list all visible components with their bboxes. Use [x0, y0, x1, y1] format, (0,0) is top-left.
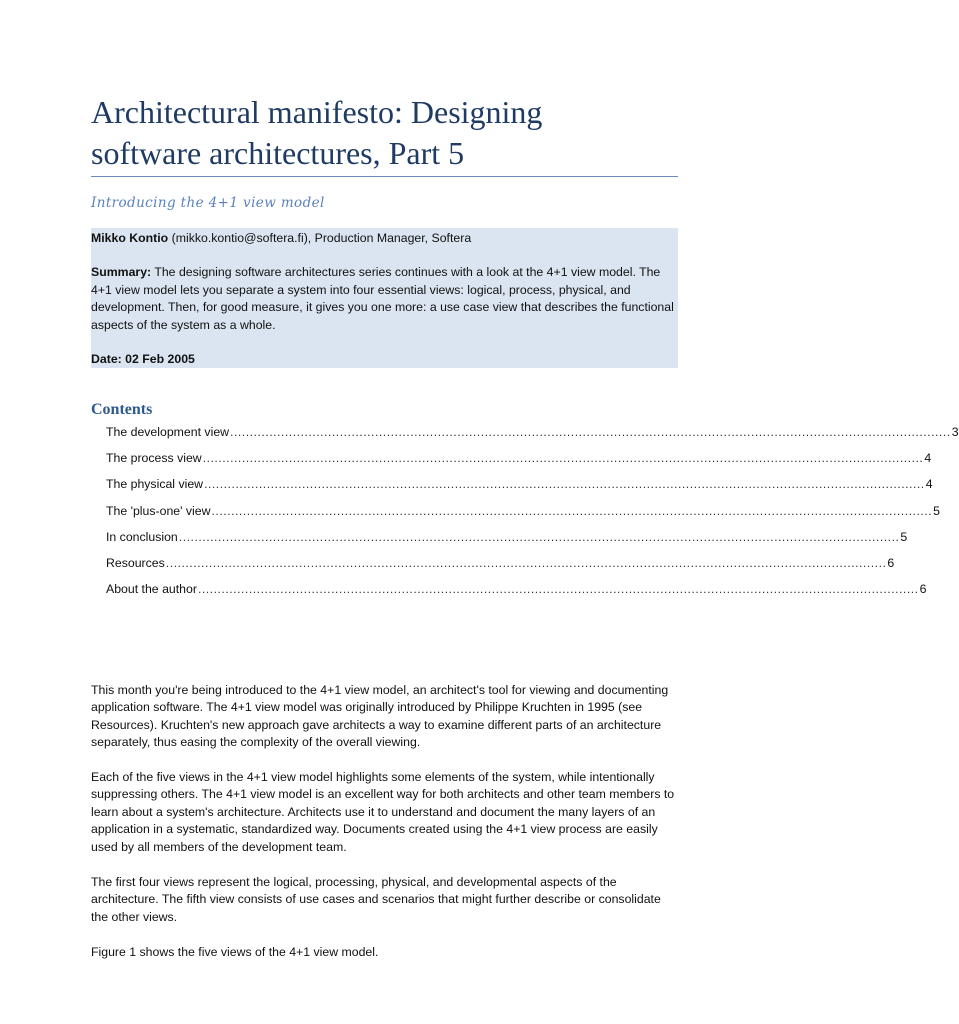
toc-entry-label[interactable]: Resources — [106, 555, 165, 570]
toc-entry-development-view[interactable] — [106, 425, 959, 451]
toc-entry-page[interactable]: 4 — [925, 477, 933, 492]
title-divider — [91, 176, 678, 177]
toc-entry-page[interactable]: 5 — [933, 503, 940, 518]
body-paragraph-figure-reference: Figure 1 shows the five views of the 4+1 view model. — [91, 945, 379, 959]
toc-entry-about-the-author[interactable] — [106, 582, 927, 608]
toc-dot-leader: ........................................................................................................................................................................................ — [178, 529, 900, 544]
summary-text: The designing software architectures series continues with a look at the 4+1 view model. The 4+1 view model lets you separate a system into four essential views: logical, process, physical, and development. Then, for good measure, it gives you one more: a use case view that describes the functional aspects of the system as a whole. — [91, 265, 674, 332]
summary — [91, 264, 675, 334]
author-line — [91, 230, 671, 247]
toc-entry-resources[interactable] — [106, 555, 895, 582]
contents-heading: Contents — [91, 401, 153, 418]
author-details: (mikko.kontio@softera.fi), Production Manager, Softera — [168, 231, 472, 245]
toc-entry-page[interactable]: 6 — [919, 582, 927, 597]
toc-entry-physical-view[interactable] — [106, 477, 933, 503]
toc-entry-process-view[interactable] — [106, 451, 932, 477]
document-title-line-2: software architectures, Part 5 — [91, 135, 465, 171]
toc-entry-label[interactable]: About the author — [106, 582, 197, 597]
toc-entry-page[interactable]: 3 — [951, 425, 959, 439]
toc-entry-page[interactable]: 6 — [887, 555, 895, 570]
toc-entry-page[interactable]: 5 — [900, 529, 908, 544]
toc-dot-leader: ........................................................................................................................................................................................ — [211, 503, 933, 518]
toc-dot-leader: ........................................................................................................................................................................................ — [204, 477, 925, 492]
toc-entry-label[interactable]: In conclusion — [106, 529, 178, 544]
publication-date: Date: 02 Feb 2005 — [91, 352, 195, 366]
author-name: Mikko Kontio — [91, 231, 169, 245]
toc-entry-label[interactable]: The development view — [106, 425, 230, 439]
toc-dot-leader: ........................................................................................................................................................................................ — [230, 425, 951, 439]
toc-entry-label[interactable]: The 'plus-one' view — [106, 503, 211, 518]
toc-entry-label[interactable]: The process view — [106, 451, 202, 466]
document-subtitle: Introducing the 4+1 view model — [91, 195, 325, 211]
body-paragraph-intro: This month you're being introduced to the 4+1 view model, an architect's tool for viewing and documenting application software. The 4+1 view model was originally introduced by Philippe Kruchten in 1995 (see Resources). Kruchten's new approach gave architects a way to examine different parts of an architecture separately, thus easing the complexity of the overall viewing. — [91, 683, 669, 750]
toc-dot-leader: ........................................................................................................................................................................................ — [202, 451, 924, 466]
table-of-contents — [106, 425, 959, 608]
toc-entry-label[interactable]: The physical view — [106, 477, 204, 492]
document-title — [91, 92, 681, 174]
document-title-line-1: Architectural manifesto: Designing — [91, 94, 543, 130]
body-paragraph-views: Each of the five views in the 4+1 view model highlights some elements of the system, while intentionally suppressing others. The 4+1 view model is an excellent way for both architects and other team members to learn about a system's architecture. Architects use it to understand and document the many layers of an application in a systematic, standardized way. Documents created using the 4+1 view process are easily used by all members of the development team. — [91, 770, 675, 854]
toc-dot-leader: ........................................................................................................................................................................................ — [197, 582, 919, 597]
toc-entry-plus-one-view[interactable] — [106, 503, 940, 530]
toc-entry-in-conclusion[interactable] — [106, 529, 908, 556]
body-paragraph-first-four-views: The first four views represent the logical, processing, physical, and developmental aspects of the architecture. The fifth view consists of use cases and scenarios that might further describe or consolidate the other views. — [91, 875, 661, 924]
toc-dot-leader: ........................................................................................................................................................................................ — [165, 555, 887, 570]
summary-label: Summary: — [91, 265, 152, 279]
toc-entry-page[interactable]: 4 — [924, 451, 932, 466]
